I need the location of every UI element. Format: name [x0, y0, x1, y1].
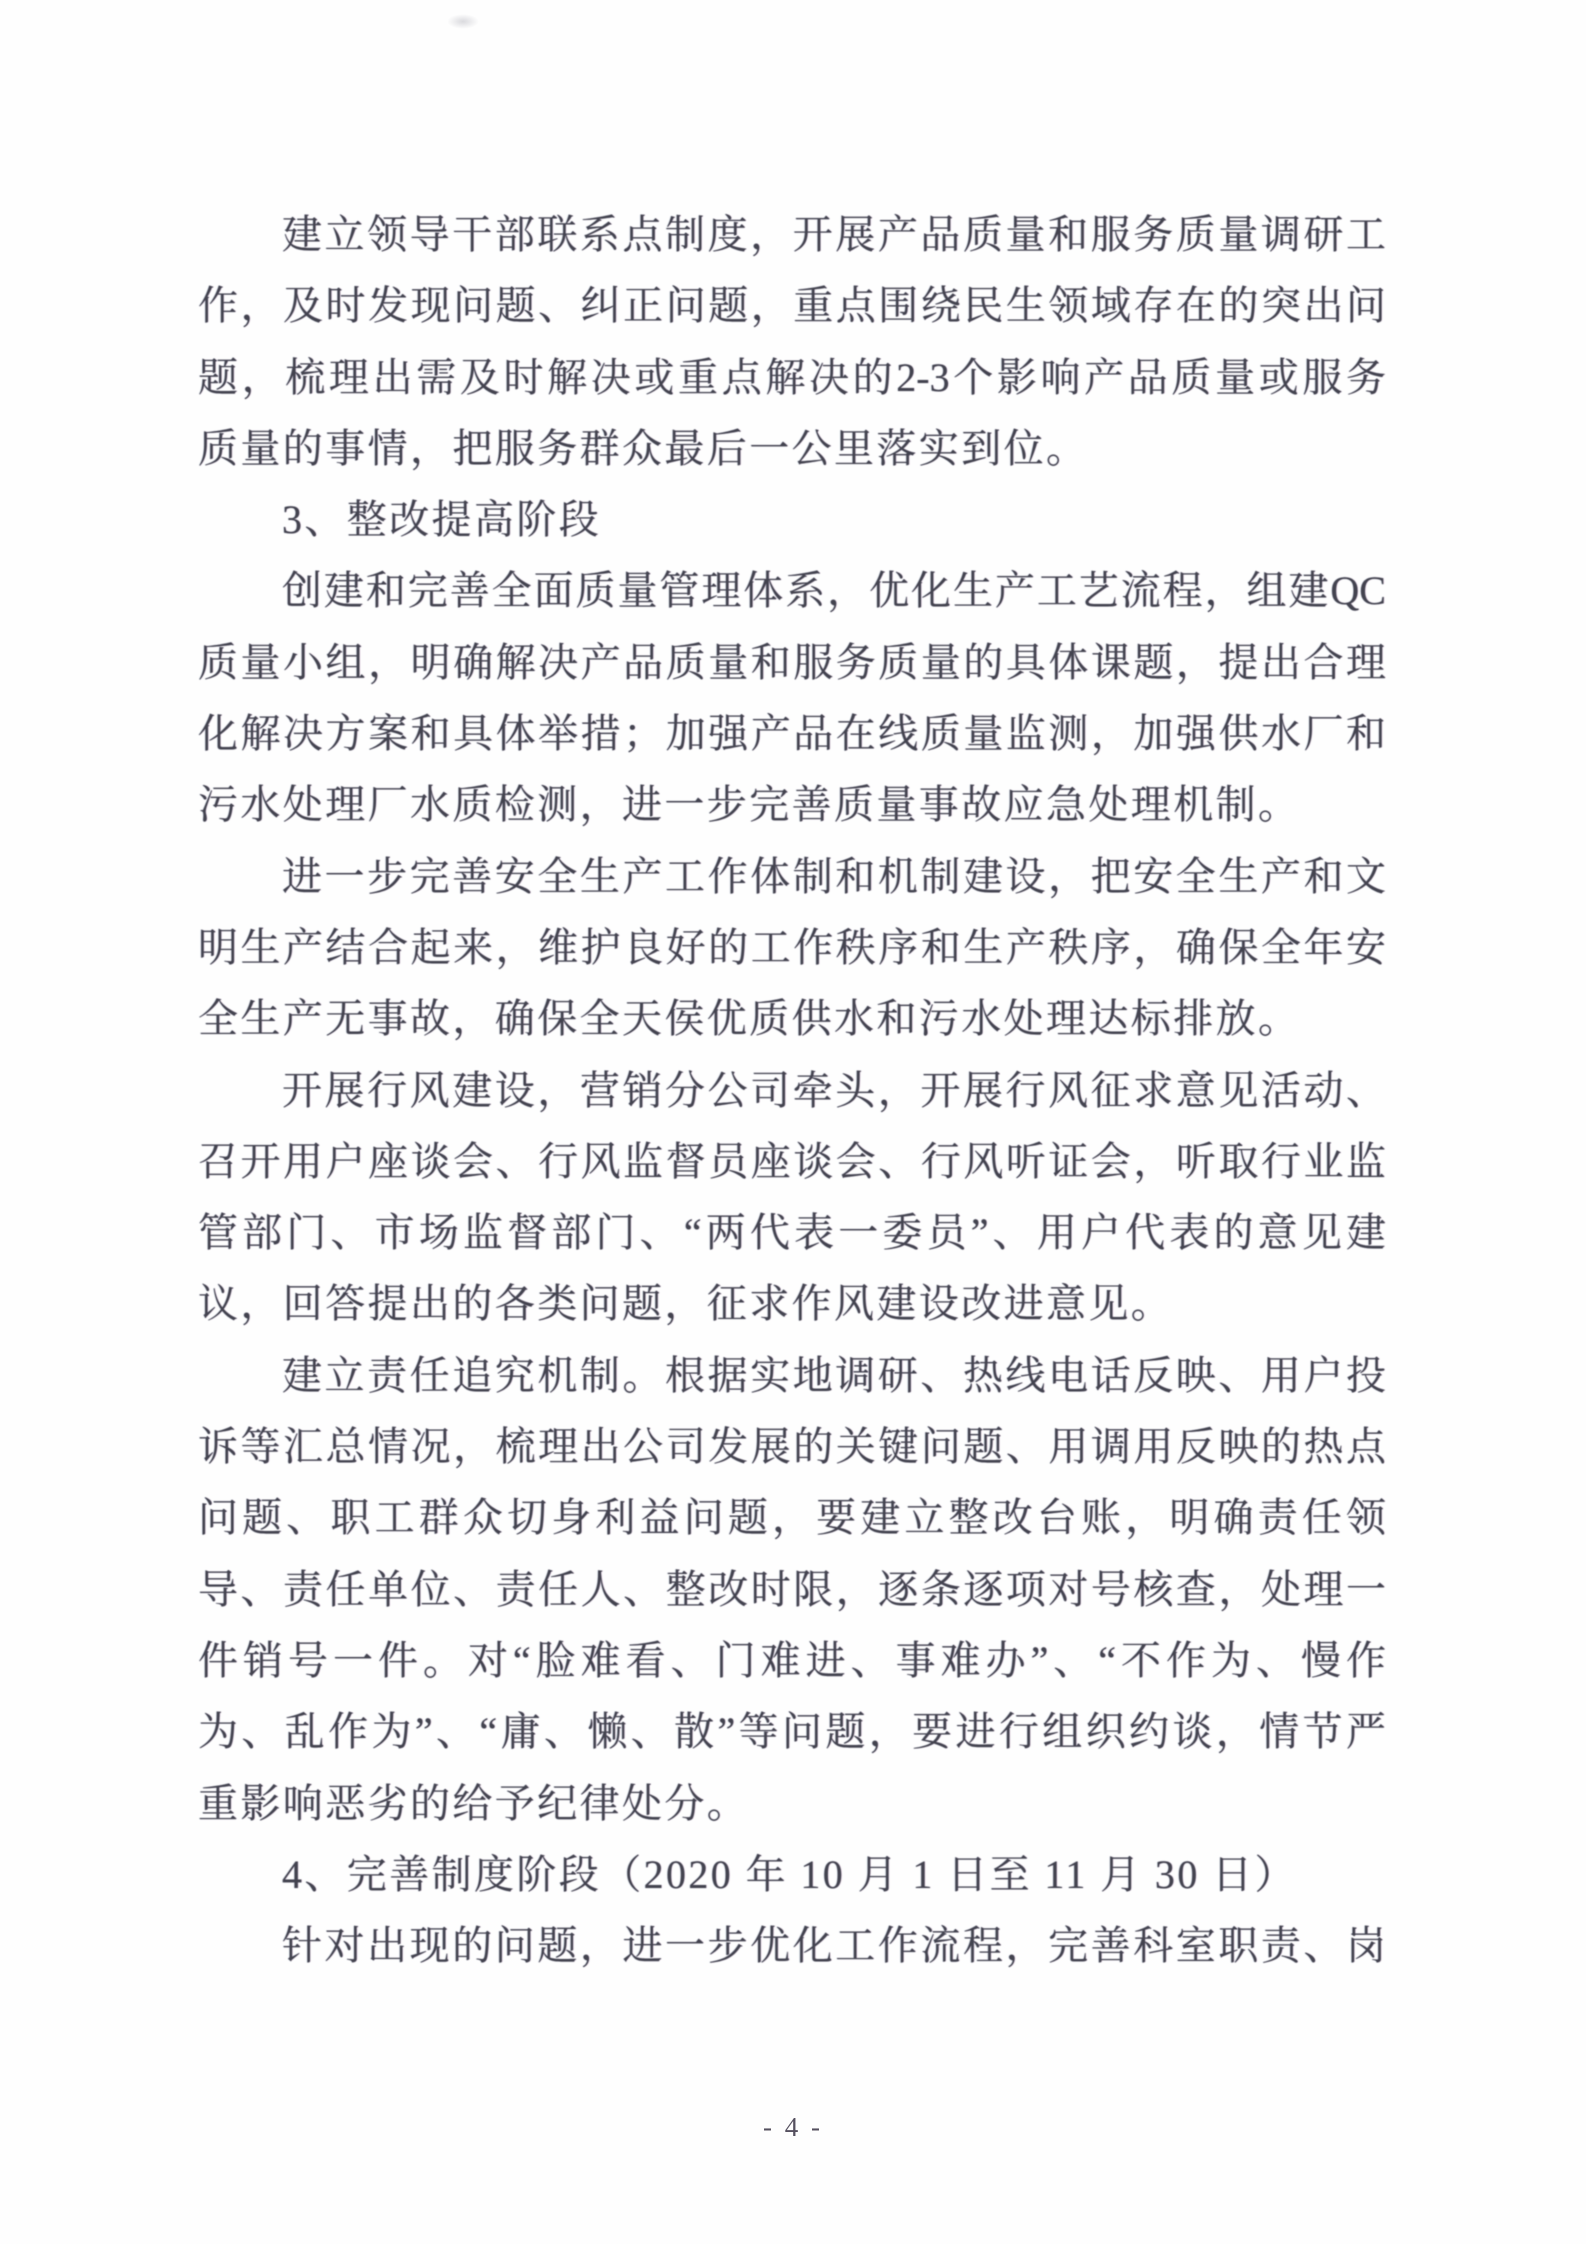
scan-smudge-artifact — [447, 14, 479, 29]
document-body — [198, 199, 1386, 1981]
text-line: 质量小组，明确解决产品质量和服务质量的具体课题，提出合理 — [198, 639, 1386, 685]
page-number: - 4 - — [763, 2112, 823, 2142]
section-heading: 4、完善制度阶段（2020 年 10 月 1 日至 11 月 30 日） — [282, 1851, 1297, 1897]
text-line: 进一步完善安全生产工作体制和机制建设，把安全生产和文 — [282, 853, 1386, 899]
text-line: 召开用户座谈会、行风监督员座谈会、行风听证会，听取行业监 — [198, 1138, 1386, 1184]
text-line: 为、乱作为”、“庸、懒、散”等问题，要进行组织约谈，情节严 — [198, 1709, 1386, 1755]
text-line: 化解决方案和具体举措；加强产品在线质量监测，加强供水厂和 — [198, 711, 1386, 757]
text-line: 件销号一件。对“脸难看、门难进、事难办”、“不作为、慢作 — [198, 1637, 1386, 1683]
text-line: 质量的事情，把服务群众最后一公里落实到位。 — [198, 425, 1089, 471]
text-line: 问题、职工群众切身利益问题，要建立整改台账，明确责任领 — [198, 1495, 1386, 1541]
text-line: 针对出现的问题，进一步优化工作流程，完善科室职责、岗 — [282, 1923, 1386, 1969]
text-line: 导、责任单位、责任人、整改时限，逐条逐项对号核查，处理一 — [198, 1566, 1386, 1612]
text-line: 题，梳理出需及时解决或重点解决的2-3个影响产品质量或服务 — [198, 354, 1386, 400]
text-line: 创建和完善全面质量管理体系，优化生产工艺流程，组建QC — [282, 568, 1386, 614]
text-line: 作，及时发现问题、纠正问题，重点围绕民生领域存在的突出问 — [198, 283, 1386, 329]
text-line: 重影响恶劣的给予纪律处分。 — [198, 1780, 750, 1826]
text-line: 明生产结合起来，维护良好的工作秩序和生产秩序，确保全年安 — [198, 924, 1386, 970]
text-line: 议，回答提出的各类问题，征求作风建设改进意见。 — [198, 1281, 1174, 1327]
text-line: 管部门、市场监督部门、“两代表一委员”、用户代表的意见建 — [198, 1210, 1386, 1256]
text-line: 诉等汇总情况，梳理出公司发展的关键问题、用调用反映的热点 — [198, 1424, 1386, 1470]
section-heading: 3、整改提高阶段 — [282, 497, 602, 543]
text-line: 开展行风建设，营销分公司牵头，开展行风征求意见活动、 — [282, 1067, 1386, 1113]
text-line: 建立责任追究机制。根据实地调研、热线电话反映、用户投 — [282, 1352, 1386, 1398]
text-line: 全生产无事故，确保全天侯优质供水和污水处理达标排放。 — [198, 996, 1301, 1042]
text-line: 污水处理厂水质检测，进一步完善质量事故应急处理机制。 — [198, 782, 1301, 828]
text-line: 建立领导干部联系点制度，开展产品质量和服务质量调研工 — [282, 212, 1386, 257]
